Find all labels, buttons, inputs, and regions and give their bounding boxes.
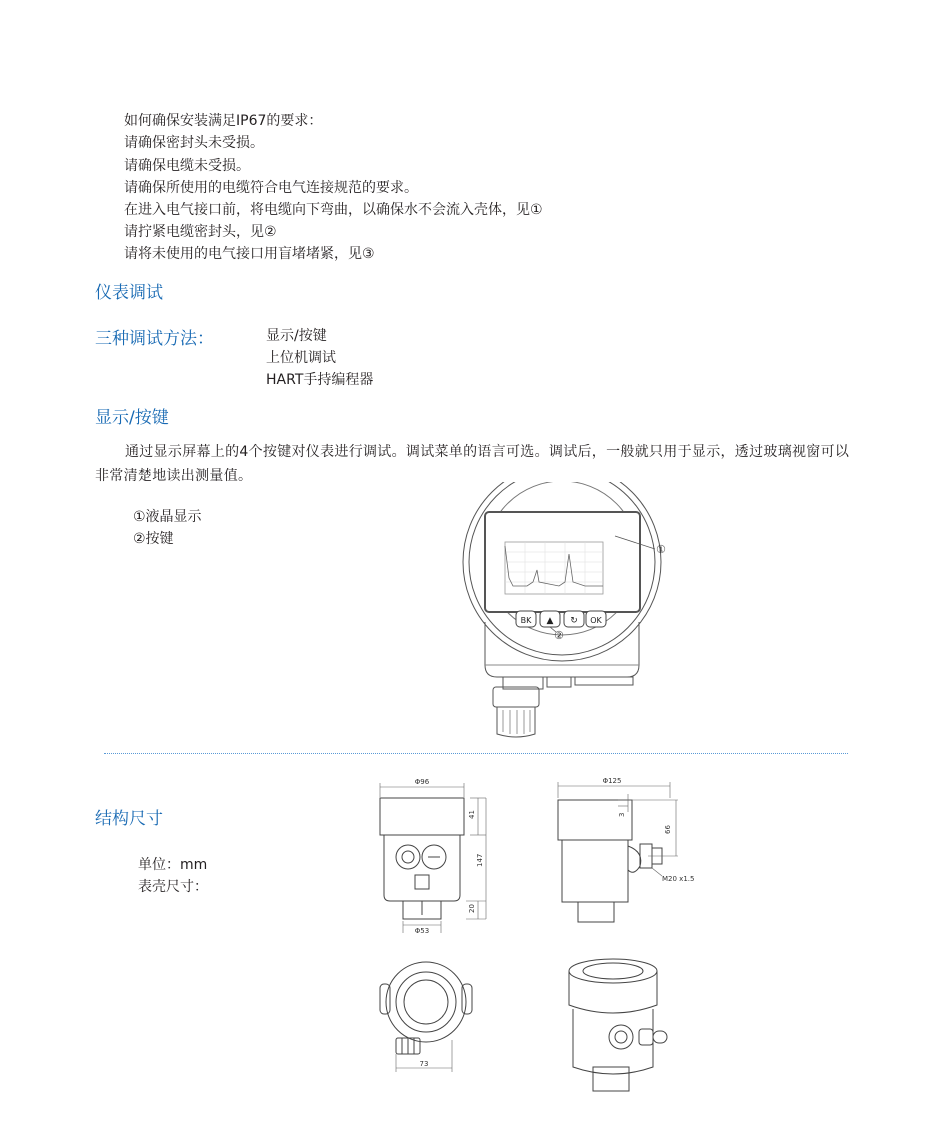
requirement-item: 在进入电气接口前，将电缆向下弯曲，以确保水不会流入壳体，见① bbox=[124, 202, 543, 218]
callout-1: ① bbox=[656, 543, 666, 556]
display-paragraph: 通过显示屏幕上的4个按键对仪表进行调试。调试菜单的语言可选。调试后，一般就只用于显示，透过玻璃视窗可以非常清楚地读出测量值。 bbox=[95, 444, 850, 484]
section-divider bbox=[104, 753, 848, 754]
method-item: HART手持编程器 bbox=[266, 372, 374, 388]
requirement-item: 请拧紧电缆密封头，见② bbox=[124, 224, 277, 240]
legend-item: ②按键 bbox=[133, 531, 174, 547]
dim-front-bottom: 20 bbox=[468, 904, 476, 913]
display-heading: 显示/按键 bbox=[95, 408, 169, 428]
debug-heading: 仪表调试 bbox=[95, 283, 163, 303]
dim-top-width: 73 bbox=[419, 1060, 429, 1068]
requirement-item: 请将未使用的电气接口用盲堵堵紧，见③ bbox=[124, 246, 375, 262]
front-view-drawing bbox=[370, 775, 490, 940]
methods-label: 三种调试方法： bbox=[95, 329, 214, 349]
requirement-item: 请确保所使用的电缆符合电气连接规范的要求。 bbox=[124, 180, 418, 196]
top-view-drawing bbox=[376, 958, 476, 1078]
requirement-item: 请确保密封头未受损。 bbox=[124, 135, 264, 151]
side-view-drawing bbox=[548, 772, 713, 927]
requirement-item: 请确保电缆未受损。 bbox=[124, 158, 250, 174]
device-display-figure bbox=[455, 482, 685, 740]
dim-front-base: Φ53 bbox=[414, 927, 430, 935]
legend-item: ①液晶显示 bbox=[133, 509, 202, 525]
unit-label: 单位：mm bbox=[138, 857, 208, 873]
requirements-title: 如何确保安装满足IP67的要求： bbox=[124, 113, 323, 129]
key-bk-label: BK bbox=[520, 616, 532, 625]
isometric-view-drawing bbox=[555, 955, 685, 1095]
structure-heading: 结构尺寸 bbox=[95, 809, 163, 829]
dim-front-width: Φ96 bbox=[414, 778, 430, 786]
key-up-label: ▲ bbox=[546, 616, 554, 626]
dim-front-top: 41 bbox=[468, 810, 476, 819]
method-item: 上位机调试 bbox=[266, 350, 336, 366]
callout-2: ② bbox=[554, 629, 564, 642]
key-ok-label: OK bbox=[590, 616, 602, 625]
shell-label: 表壳尺寸： bbox=[138, 879, 208, 895]
dim-side-height: 66 bbox=[664, 825, 672, 834]
dim-front-total: 147 bbox=[476, 853, 484, 867]
dim-side-width: Φ125 bbox=[602, 777, 622, 785]
dim-side-gap: 3 bbox=[618, 812, 626, 817]
key-enter-label: ↻ bbox=[570, 616, 578, 626]
dim-side-thread: M20 x1.5 bbox=[662, 875, 695, 883]
method-item: 显示/按键 bbox=[266, 328, 327, 344]
